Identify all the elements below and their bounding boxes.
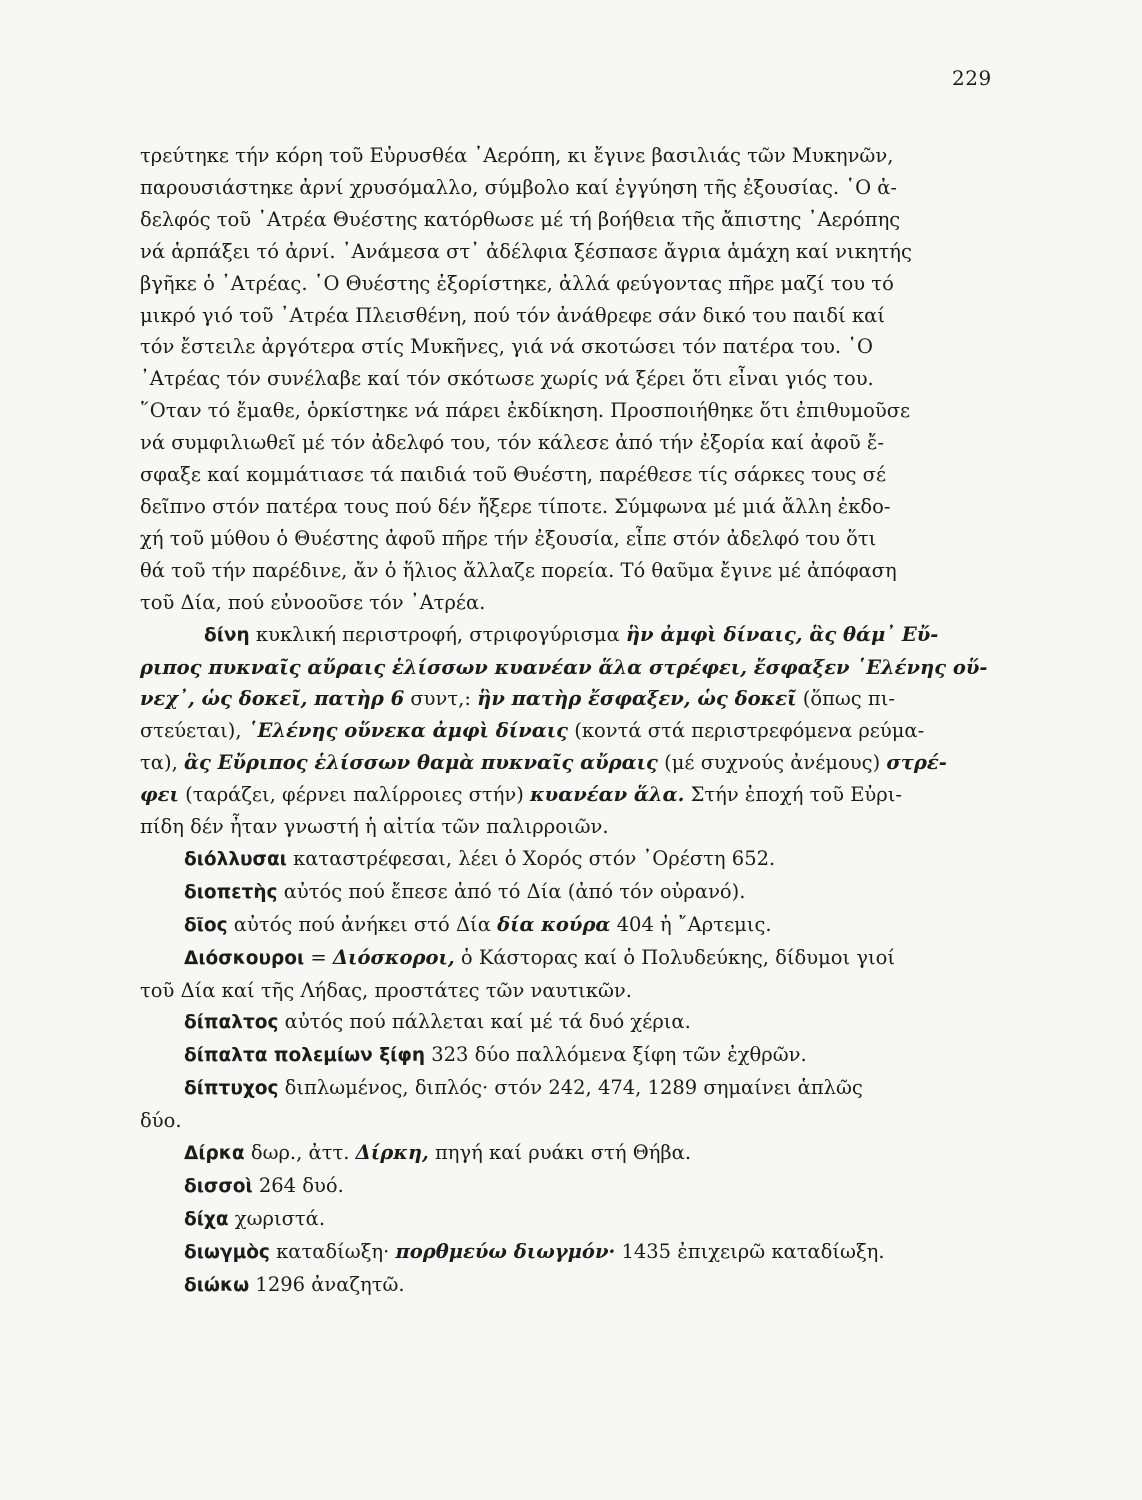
quotation: ῾Ελένης οὕνεκα ἀμφὶ δίναις bbox=[247, 719, 569, 743]
text-line: δελφός τοῦ ᾿Ατρέα Θυέστης κατόρθωσε μέ τή βοήθεια τῆς ἄπιστης ᾿Αερόπης bbox=[140, 207, 901, 231]
text-line: σφαξε καί κομμάτιασε τά παιδιά τοῦ Θυέστη, παρέθεσε τίς σάρκες τους σέ bbox=[140, 463, 887, 487]
headword: Δίρκα bbox=[184, 1143, 245, 1165]
quotation: ριπος πυκναῖς αὔραις ἑλίσσων κυανέαν ἅλα στρέφει, ἔσφαξεν ῾Ελένης οὕ- bbox=[140, 655, 988, 679]
definition: καταδίωξη· bbox=[269, 1239, 396, 1263]
text-line: νά συμφιλιωθεῖ μέ τόν ἀδελφό του, τόν κάλεσε ἀπό τήν ἐξορία καί ἀφοῦ ἔ- bbox=[140, 431, 884, 455]
quotation: Δίρκη, bbox=[355, 1141, 429, 1165]
entry-line bbox=[140, 715, 1000, 747]
intro-paragraph bbox=[140, 140, 1000, 619]
definition: 1296 ἀναζητῶ. bbox=[249, 1272, 405, 1296]
text-line: τρεύτηκε τήν κόρη τοῦ Εὐρυσθέα ᾿Αερόπη, κι ἔγινε βασιλιάς τῶν Μυκηνῶν, bbox=[140, 144, 894, 167]
entry-dioko bbox=[140, 1269, 1000, 1302]
quotation: φει bbox=[140, 783, 179, 807]
definition: στεύεται), bbox=[140, 719, 248, 743]
quotation: ἣν ἀμφὶ δίναις, ἃς θάμ᾿ Εὔ- bbox=[625, 622, 939, 646]
definition: (κοντά στά περιστρεφόμενα ρεύμα- bbox=[568, 719, 925, 743]
headword: διόλλυσαι bbox=[184, 848, 287, 870]
entry-dioskouroi bbox=[140, 942, 1000, 1007]
text-line: παρουσιάστηκε ἀρνί χρυσόμαλλο, σύμβολο καί ἐγγύηση τῆς ἐξουσίας. ῾Ο ἀ- bbox=[140, 175, 898, 199]
quotation: νεχ᾿, ὡς δοκεῖ, πατὴρ 6 bbox=[140, 687, 405, 711]
equals-sign: = bbox=[304, 945, 333, 969]
text-line: θά τοῦ τήν παρέδινε, ἄν ὁ ἥλιος ἄλλαζε πορεία. Τό θαῦμα ἔγινε μέ ἀπόφαση bbox=[140, 558, 897, 582]
definition: (ταράζει, φέρνει παλίρροιες στήν) bbox=[178, 783, 531, 807]
text-line: χή τοῦ μύθου ὁ Θυέστης ἀφοῦ πῆρε τήν ἐξουσία, εἶπε στόν ἀδελφό του ὅτι bbox=[140, 526, 877, 550]
text-line: τοῦ Δία, πού εὐνοοῦσε τόν ᾿Ατρέα. bbox=[140, 590, 486, 614]
definition: καταστρέφεσαι, λέει ὁ Χορός στόν ᾿Ορέστη 652. bbox=[286, 846, 776, 870]
definition: χωριστά. bbox=[228, 1206, 326, 1230]
definition: δωρ., ἀττ. bbox=[244, 1141, 356, 1165]
headword: δίπτυχος bbox=[184, 1078, 279, 1100]
headword: δίνη bbox=[204, 624, 250, 646]
definition: ὁ Κάστορας καί ὁ Πολυδεύκης, δίδυμοι γιοί bbox=[454, 945, 896, 969]
entry-diptychos bbox=[140, 1072, 1000, 1137]
definition: αὐτός πού ἔπεσε ἀπό τό Δία (ἀπό τόν οὐρανό). bbox=[277, 879, 746, 903]
entry-diollysai bbox=[140, 843, 1000, 876]
text-line: βγῆκε ὁ ᾿Ατρέας. ῾Ο Θυέστης ἐξορίστηκε, ἀλλά φεύγοντας πῆρε μαζί του τό bbox=[140, 271, 894, 295]
entry-dicha bbox=[140, 1203, 1000, 1236]
headword: δίπαλτος bbox=[184, 1012, 279, 1034]
definition: Στήν ἐποχή τοῦ Εὐρι- bbox=[684, 783, 902, 807]
headword: διοπετὴς bbox=[184, 881, 278, 903]
quotation: ἃς Εὔριπος ἑλίσσων θαμὰ πυκναῖς αὔραις bbox=[183, 751, 658, 775]
headword: δίχα bbox=[184, 1208, 229, 1230]
definition: 264 δυό. bbox=[252, 1174, 344, 1197]
definition: (ὅπως πι- bbox=[796, 687, 895, 711]
text-line: ᾿Ατρέας τόν συνέλαβε καί τόν σκότωσε χωρίς νά ξέρει ὅτι εἶναι γιός του. bbox=[140, 367, 874, 391]
quotation: ἣν πατὴρ ἔσφαξεν, ὡς δοκεῖ bbox=[477, 687, 797, 711]
definition: 1435 ἐπιχειρῶ καταδίωξη. bbox=[615, 1239, 885, 1263]
definition: 323 δύο παλλόμενα ξίφη τῶν ἐχθρῶν. bbox=[425, 1043, 807, 1067]
quotation: στρέ- bbox=[886, 751, 947, 775]
definition: τα), bbox=[140, 751, 184, 775]
headword: Διόσκουροι bbox=[184, 947, 305, 969]
definition-continued: δύο. bbox=[140, 1109, 182, 1133]
entry-line bbox=[140, 652, 1000, 684]
text-line: τόν ἔστειλε ἀργότερα στίς Μυκῆνες, γιά νά σκοτώσει τόν πατέρα του. ῾Ο bbox=[140, 335, 874, 359]
entry-line: πίδη δέν ἦταν γνωστή ἡ αἰτία τῶν παλιρροιῶν. bbox=[140, 815, 609, 839]
entry-dine bbox=[140, 619, 1000, 843]
quotation: πορθμεύω διωγμόν· bbox=[395, 1239, 616, 1263]
definition: αὐτός πού πάλλεται καί μέ τά δυό χέρια. bbox=[278, 1010, 691, 1034]
entry-dipalta bbox=[140, 1039, 1000, 1072]
definition: πηγή καί ρυάκι στή Θήβα. bbox=[428, 1141, 692, 1165]
page-body bbox=[140, 140, 1000, 1302]
text-line: δεῖπνο στόν πατέρα τους πού δέν ἤξερε τίποτε. Σύμφωνα μέ μιά ἄλλη ἐκδο- bbox=[140, 494, 891, 518]
definition: συντ,: bbox=[404, 687, 478, 711]
page-number: 229 bbox=[952, 66, 992, 90]
entry-dipaltos bbox=[140, 1006, 1000, 1039]
entry-dios bbox=[140, 909, 1000, 942]
entry-dirka bbox=[140, 1137, 1000, 1170]
entry-dissoi bbox=[140, 1170, 1000, 1203]
definition: διπλωμένος, διπλός· στόν 242, 474, 1289 σημαίνει ἁπλῶς bbox=[278, 1076, 863, 1100]
definition: αὐτός πού ἀνήκει στό Δία bbox=[227, 912, 498, 936]
entry-line bbox=[140, 619, 1000, 652]
headword: δίπαλτα πολεμίων ξίφη bbox=[184, 1045, 425, 1067]
definition-continued: τοῦ Δία καί τῆς Λήδας, προστάτες τῶν ναυτικῶν. bbox=[140, 978, 632, 1002]
definition: 404 ἡ ῎Αρτεμις. bbox=[610, 912, 772, 936]
entry-line bbox=[140, 683, 1000, 715]
quotation: κυανέαν ἅλα. bbox=[530, 783, 685, 807]
entry-diogmos bbox=[140, 1236, 1000, 1269]
text-line: μικρό γιό τοῦ ᾿Ατρέα Πλεισθένη, πού τόν ἀνάθρεφε σάν δικό του παιδί καί bbox=[140, 303, 885, 327]
entry-diopetes bbox=[140, 876, 1000, 909]
definition: (μέ συχνούς ἀνέμους) bbox=[657, 751, 887, 775]
headword: δισσοὶ bbox=[184, 1176, 253, 1197]
headword: δῖος bbox=[184, 914, 228, 936]
quotation: Διόσκοροι, bbox=[332, 945, 455, 969]
headword: διώκω bbox=[184, 1274, 250, 1296]
definition: κυκλική περιστροφή, στριφογύρισμα bbox=[249, 622, 626, 646]
text-line: νά ἁρπάξει τό ἀρνί. ᾿Ανάμεσα στ᾿ ἀδέλφια ξέσπασε ἄγρια ἁμάχη καί νικητής bbox=[140, 239, 912, 263]
quotation: δία κούρα bbox=[497, 912, 611, 936]
entry-line bbox=[140, 747, 1000, 779]
entry-line bbox=[140, 779, 1000, 811]
headword: διωγμὸς bbox=[184, 1241, 270, 1263]
text-line: ῞Οταν τό ἔμαθε, ὁρκίστηκε νά πάρει ἐκδίκηση. Προσποιήθηκε ὅτι ἐπιθυμοῦσε bbox=[140, 399, 911, 423]
